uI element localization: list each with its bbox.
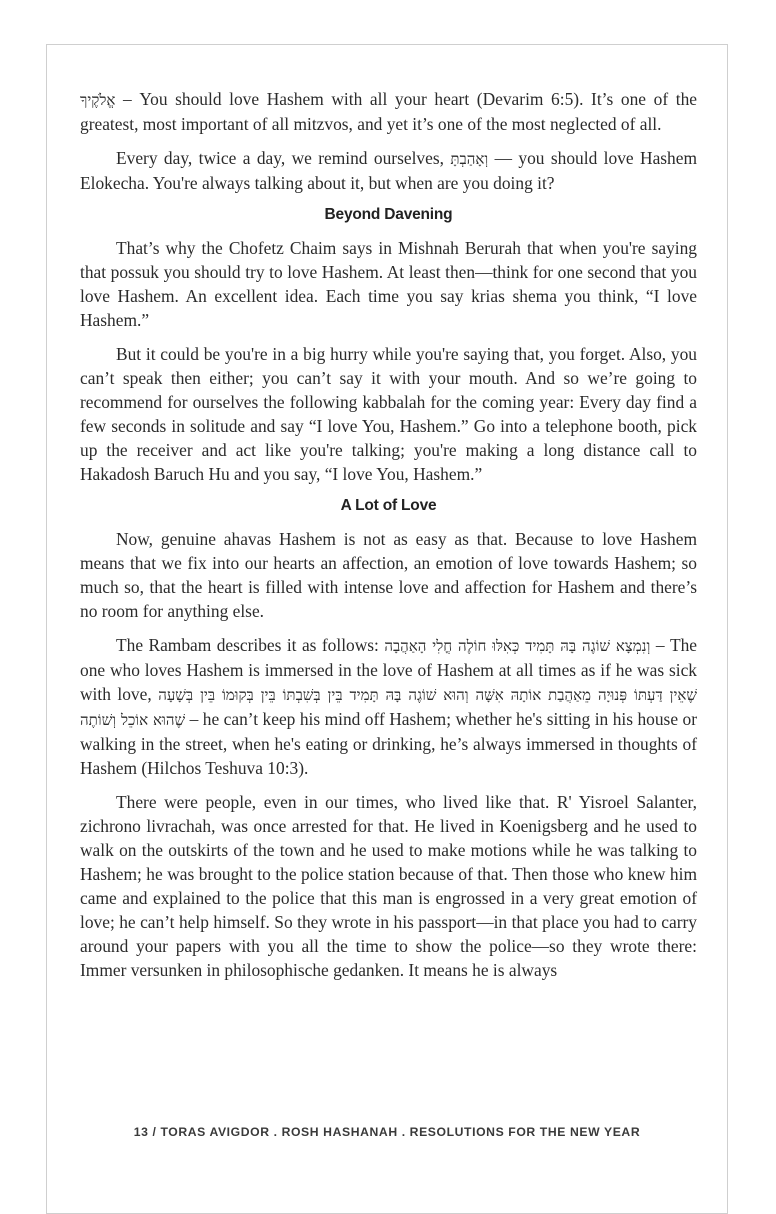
hebrew-text: אֱלֹקֶיךָ bbox=[80, 91, 116, 109]
hebrew-text: וְאָהַבְתָּ bbox=[450, 150, 489, 168]
paragraph-text: – The one who loves Hashem is immersed in the love of Hashem at all times as if he was sick with love, bbox=[80, 635, 697, 704]
section-heading-beyond-davening: Beyond Davening bbox=[324, 206, 453, 223]
page-body bbox=[80, 87, 697, 992]
page-footer: 13 / TORAS AVIGDOR . ROSH HASHANAH . RESOLUTIONS FOR THE NEW YEAR bbox=[133, 1125, 641, 1139]
paragraph-1 bbox=[80, 87, 697, 136]
paragraph-text: — you should love Hashem Elokecha. You're always talking about it, but when are you doing it? bbox=[80, 148, 697, 193]
paragraph-4: But it could be you're in a big hurry while you're saying that, you forget. Also, you can’t speak then either; you can’t say it with your mouth. And so we’re going to recommend for ourselves the following kabbalah for the coming year: Every day find a few seconds in solitude and say “I love You, Hashem.” Go into a telephone booth, pick up the receiver and act like you're talking; you're making a long distance call to Hakadosh Baruch Hu and you say, “I love You, Hashem.” bbox=[80, 344, 697, 484]
paragraph-text: Every day, twice a day, we remind ourselves, bbox=[116, 148, 451, 168]
paragraph-text: The Rambam describes it as follows: bbox=[116, 635, 385, 655]
paragraph-6 bbox=[80, 633, 697, 780]
paragraph-7: There were people, even in our times, who lived like that. R' Yisroel Salanter, zichrono livrachah, was once arrested for that. He lived in Koenigsberg and he used to walk on the outskirts of the town and he used to make motions while he was talking to Hashem; he was brought to the police station because of that. Then those who knew him came and explained to the police that this man is engrossed in a very great emotion of love; he can’t help himself. So they wrote in his passport—in that place you had to carry around your papers with you all the time to show the police—so they wrote there: Immer versunken in philosophische gedanken. It means he is always bbox=[80, 792, 697, 980]
paragraph-3: That’s why the Chofetz Chaim says in Mishnah Berurah that when you're saying that possuk you should try to love Hashem. At least then—think for one second that you love Hashem. An excellent idea. Each time you say krias shema you think, “I love Hashem.” bbox=[80, 238, 697, 330]
paragraph-5: Now, genuine ahavas Hashem is not as easy as that. Because to love Hashem means that we fix into our hearts an affection, an emotion of love towards Hashem; so much so, that the heart is filled with intense love and affection for Hashem and there’s no room for anything else. bbox=[80, 529, 697, 621]
section-heading-a-lot-of-love: A Lot of Love bbox=[340, 497, 437, 514]
paragraph-text: – he can’t keep his mind off Hashem; whether he's sitting in his house or walking in the street, when he's eating or drinking, he’s always immersed in thoughts of Hashem (Hilchos Teshuva 10:3). bbox=[80, 709, 697, 778]
paragraph-text: – You should love Hashem with all your heart (Devarim 6:5). It’s one of the greatest, most important of all mitzvos, and yet it’s one of the most neglected of all. bbox=[80, 89, 697, 134]
hebrew-quote: שֶׁאֵין דַּעְתּוֹ פְּנוּיָה מֵאַהֲבַת אוֹתָהּ אִשָּׁה וְהוּא שׁוֹגֶה בָּהּ תָּמִיד בֵּין בְּשִׁבְתּוֹ בֵּין בְּקוּמוֹ בֵּין בְּשָׁעָה שֶׁהוּא אוֹכֵל וְשׁוֹתֶה bbox=[80, 686, 697, 729]
hebrew-quote: וְנִמְצָא שׁוֹגֶה בָּהּ תָּמִיד כְּאִלּוּ חוֹלֶה חֳלִי הָאַהֲבָה bbox=[384, 637, 651, 655]
paragraph-2 bbox=[80, 146, 697, 195]
